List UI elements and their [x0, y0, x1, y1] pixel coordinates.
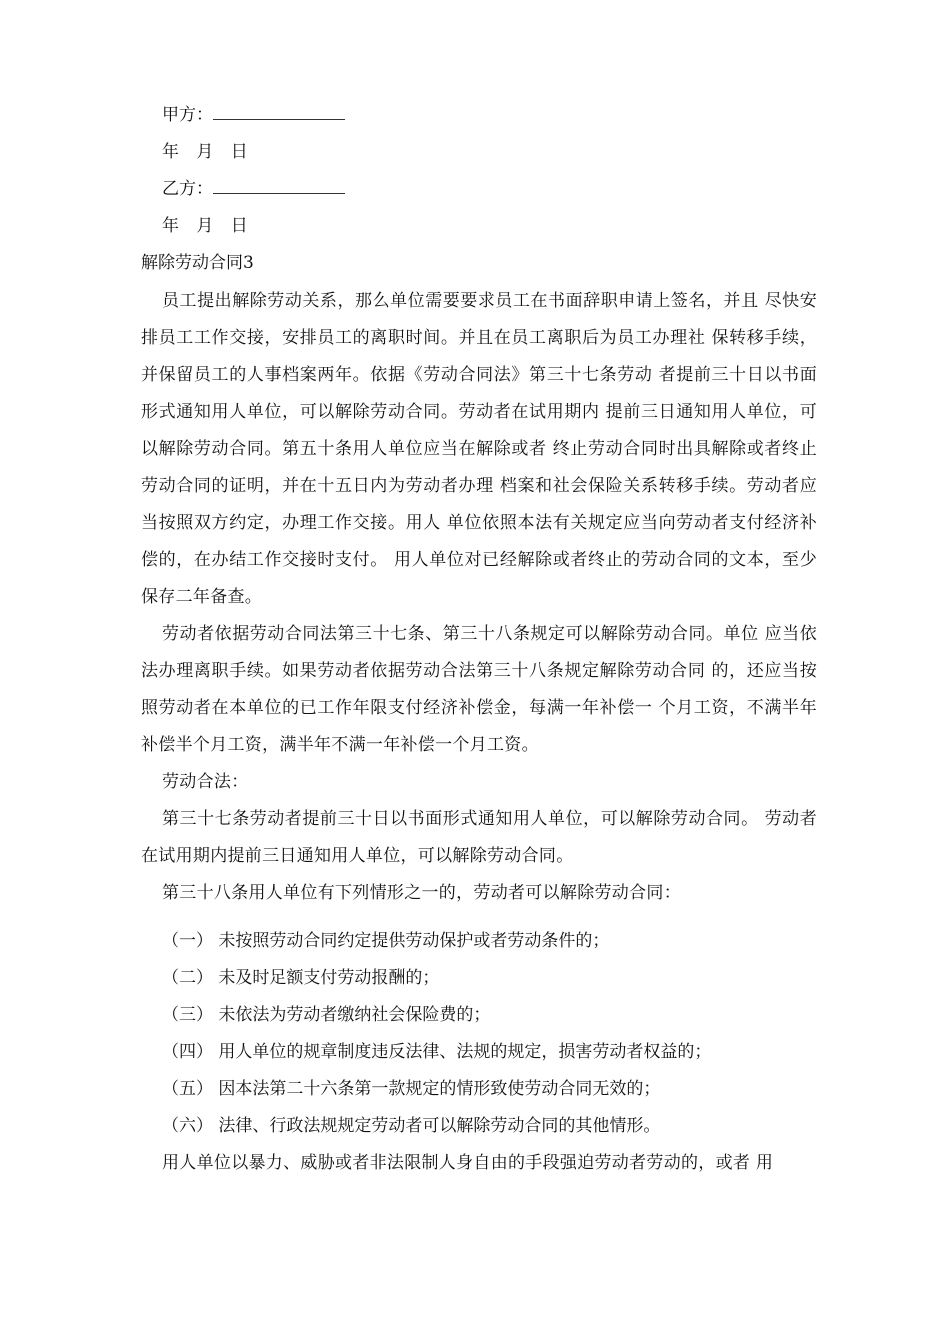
party-a-label: 甲方：	[162, 105, 213, 125]
party-b-signature-blank	[213, 179, 345, 194]
list-item: （六） 法律、行政法规规定劳动者可以解除劳动合同的其他情形。	[162, 1116, 661, 1136]
party-a-signature-blank	[213, 105, 345, 120]
party-b-label: 乙方：	[162, 179, 213, 199]
list-item: （一） 未按照劳动合同约定提供劳动保护或者劳动条件的；	[162, 931, 610, 951]
paragraph-article-37: 第三十七条劳动者提前三十日以书面形式通知用人单位，可以解除劳动合同。 劳动者在试用期内提前三日通知用人单位，可以解除劳动合同。	[141, 809, 817, 866]
paragraph-labor-law-heading: 劳动合法：	[162, 772, 249, 792]
party-b-date: 年 月 日	[162, 216, 251, 236]
party-b-signature	[162, 178, 345, 200]
list-item: （五） 因本法第二十六条第一款规定的情形致使劳动合同无效的；	[162, 1079, 661, 1099]
paragraph-compensation: 劳动者依据劳动合同法第三十七条、第三十八条规定可以解除劳动合同。单位 应当依法办理离职手续。如果劳动者依据劳动合法第三十八条规定解除劳动合同 的，还应当按照劳动者在本单位的已工作年限支付经济补偿金，每满一年补偿一 个月工资，不满半年补偿半个月工资，满半年不满一年补偿一个月工资。	[141, 624, 817, 755]
list-item: （二） 未及时足额支付劳动报酬的；	[162, 968, 440, 988]
party-a-date: 年 月 日	[162, 142, 251, 162]
list-item: （三） 未依法为劳动者缴纳社会保险费的；	[162, 1005, 491, 1025]
section-title: 解除劳动合同3	[141, 253, 254, 273]
paragraph-coercion: 用人单位以暴力、威胁或者非法限制人身自由的手段强迫劳动者劳动的，或者 用	[162, 1153, 774, 1173]
paragraph-article-38: 第三十八条用人单位有下列情形之一的，劳动者可以解除劳动合同：	[162, 883, 681, 903]
list-item: （四） 用人单位的规章制度违反法律、法规的规定，损害劳动者权益的；	[162, 1042, 712, 1062]
party-a-signature	[162, 104, 345, 126]
paragraph-resignation-procedure: 员工提出解除劳动关系，那么单位需要要求员工在书面辞职申请上签名，并且 尽快安排员工工作交接，安排员工的离职时间。并且在员工离职后为员工办理社 保转移手续，并保留员工的人事档案两年。依据《劳动合同法》第三十七条劳动 者提前三十日以书面形式通知用人单位，可以解除劳动合同。劳动者在试用期内 提前三日通知用人单位，可以解除劳动合同。第五十条用人单位应当在解除或者 终止劳动合同时出具解除或者终止劳动合同的证明，并在十五日内为劳动者办理 档案和社会保险关系转移手续。劳动者应当按照双方约定，办理工作交接。用人 单位依照本法有关规定应当向劳动者支付经济补偿的，在办结工作交接时支付。 用人单位对已经解除或者终止的劳动合同的文本，至少保存二年备查。	[141, 291, 817, 607]
